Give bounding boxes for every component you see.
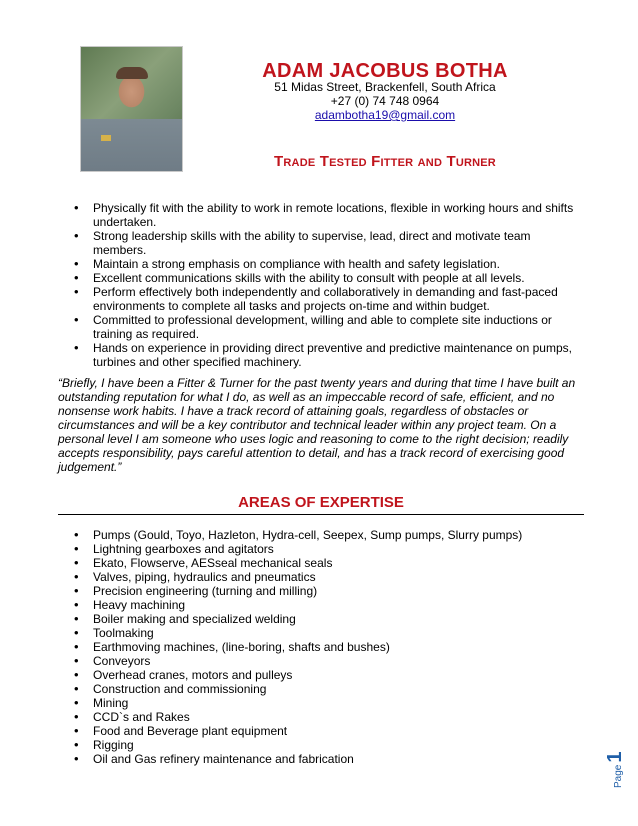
photo-hair xyxy=(116,67,148,79)
list-item: • Ekato, Flowserve, AESseal mechanical seals xyxy=(58,556,576,570)
list-item: • Strong leadership skills with the ability to supervise, lead, direct and motivate team members. xyxy=(58,229,576,257)
list-item: • Pumps (Gould, Toyo, Hazleton, Hydra-cell, Seepex, Sump pumps, Slurry pumps) xyxy=(58,528,576,542)
list-item: • Maintain a strong emphasis on compliance with health and safety legislation. xyxy=(58,257,576,271)
list-item: • Hands on experience in providing direct preventive and predictive maintenance on pumps, turbines and other specified machinery. xyxy=(58,341,576,369)
profile-photo xyxy=(80,46,183,172)
summary-quote: “Briefly, I have been a Fitter & Turner for the past twenty years and during that time I have built an outstanding reputation for what I do, as well as an impeccable record of safe, efficient, and no nonsense work habits. I have a track record of attaining goals, regardless of obstacles or circumstances and will be a key contributor and technical leader within any project team. On a personal level I am someone who uses logic and reasoning to come to the right decision; readily accepts responsibility, pays careful attention to detail, and has a track record of exercising good judgement.” xyxy=(58,376,576,474)
attributes-list xyxy=(58,201,576,369)
list-item: • Toolmaking xyxy=(58,626,576,640)
job-title: Trade Tested Fitter and Turner xyxy=(274,153,496,170)
list-item: • CCD`s and Rakes xyxy=(58,710,576,724)
photo-shirt-badge xyxy=(101,135,111,141)
list-item: • Construction and commissioning xyxy=(58,682,576,696)
address: 51 Midas Street, Brackenfell, South Africa xyxy=(274,80,496,94)
list-item: • Precision engineering (turning and milling) xyxy=(58,584,576,598)
list-item: • Physically fit with the ability to work in remote locations, flexible in working hours and shifts undertaken. xyxy=(58,201,576,229)
list-item: • Committed to professional development, willing and able to complete site inductions or training as required. xyxy=(58,313,576,341)
page-indicator xyxy=(604,728,626,788)
list-item: • Rigging xyxy=(58,738,576,752)
page-label: Page xyxy=(613,764,624,788)
list-item: • Lightning gearboxes and agitators xyxy=(58,542,576,556)
list-item: • Excellent communications skills with the ability to consult with people at all levels. xyxy=(58,271,576,285)
list-item: • Earthmoving machines, (line-boring, shafts and bushes) xyxy=(58,640,576,654)
list-item: • Mining xyxy=(58,696,576,710)
expertise-list xyxy=(58,528,576,766)
phone-number: +27 (0) 74 748 0964 xyxy=(330,94,440,108)
list-item: • Conveyors xyxy=(58,654,576,668)
list-item: • Perform effectively both independently and collaboratively in demanding and fast-paced environments to complete all tasks and projects on-time and within budget. xyxy=(58,285,576,313)
list-item: • Valves, piping, hydraulics and pneumatics xyxy=(58,570,576,584)
page-number: 1 xyxy=(604,751,626,763)
list-item: • Boiler making and specialized welding xyxy=(58,612,576,626)
list-item: • Overhead cranes, motors and pulleys xyxy=(58,668,576,682)
email-link[interactable]: adambotha19@gmail.com xyxy=(314,108,456,122)
list-item: • Food and Beverage plant equipment xyxy=(58,724,576,738)
expertise-heading: AREAS OF EXPERTISE xyxy=(58,494,584,515)
list-item: • Oil and Gas refinery maintenance and fabrication xyxy=(58,752,576,766)
candidate-name: ADAM JACOBUS BOTHA xyxy=(262,60,508,82)
list-item: • Heavy machining xyxy=(58,598,576,612)
